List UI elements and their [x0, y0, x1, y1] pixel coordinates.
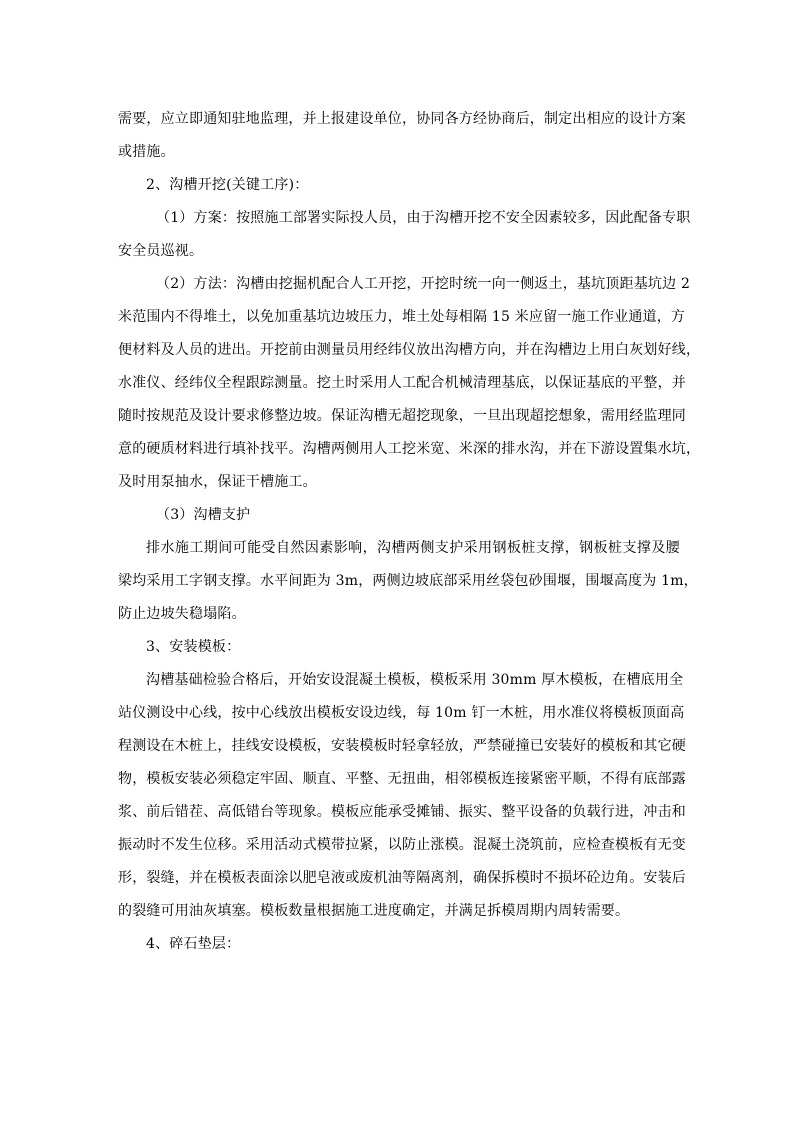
section-heading-2 — [118, 169, 680, 202]
text-line: 排水施工期间可能受自然因素影响，沟槽两侧支护采用钢板桩支撑，钢板桩支撑及腰 — [146, 540, 680, 556]
heading-text: 2、沟槽开挖(关键工序)： — [146, 177, 309, 193]
text-line: 物，模板安装必须稳定牢固、顺直、平整、无扭曲，相邻模板连接紧密平顺，不得有底部露 — [118, 771, 686, 787]
paragraph-support — [118, 532, 698, 631]
text-line: 需要，应立即通知驻地监理，并上报建设单位，协同各方经协商后，制定出相应的设计方案 — [118, 111, 686, 127]
text-line: 振动时不发生位移。采用活动式模带拉紧，以防止涨模。混凝土浇筑前，应检查模板有无变 — [118, 837, 686, 853]
text-line: 或措施。 — [118, 144, 175, 160]
text-line: 防止边坡失稳塌陷。 — [118, 606, 246, 622]
text-line: 梁均采用工字钢支撑。水平间距为 3m，两侧边坡底部采用丝袋包砂围堰，围堰高度为 1m， — [118, 573, 698, 589]
text-line: 形，裂缝，并在模板表面涂以肥皂液或废机油等隔离剂，确保拆模时不损坏砼边角。安装后 — [118, 870, 686, 886]
text-line: 站仪测设中心线，按中心线放出模板安设边线，每 10m 钉一木桩，用水准仪将模板顶面高 — [118, 705, 685, 721]
paragraph-plan — [118, 202, 691, 268]
section-heading-4 — [118, 928, 680, 961]
text-line: 意的硬质材料进行填补找平。沟槽两侧用人工挖米宽、米深的排水沟，并在下游设置集水坑， — [118, 441, 701, 457]
heading-text: 3、安装模板： — [146, 639, 241, 655]
text-line: 随时按规范及设计要求修整边坡。保证沟槽无超挖现象，一旦出现超挖想象，需用经监理同 — [118, 408, 686, 424]
text-line: 水准仪、经纬仪全程跟踪测量。挖土时采用人工配合机械清理基底，以保证基底的平整，并 — [118, 375, 686, 391]
heading-text: 4、碎石垫层： — [146, 936, 241, 952]
heading-text: （3）沟槽支护 — [156, 507, 251, 523]
text-line: （1）方案：按照施工部署实际投人员，由于沟槽开挖不安全因素较多，因此配备专职 — [156, 210, 691, 226]
paragraph-formwork — [118, 664, 686, 928]
subheading-support — [118, 499, 680, 532]
text-line: 沟槽基础检验合格后，开始安设混凝土模板，模板采用 30mm 厚木模板，在槽底用全 — [146, 672, 684, 688]
text-line: 便材料及人员的进出。开挖前由测量员用经纬仪放出沟槽方向，并在沟槽边上用白灰划好线， — [118, 342, 701, 358]
text-line: 浆、前后错茬、高低错台等现象。模板应能承受摊铺、振实、整平设备的负载行进，冲击和 — [118, 804, 686, 820]
paragraph-method — [118, 268, 701, 499]
section-heading-3 — [118, 631, 680, 664]
text-line: 米范围内不得堆土，以免加重基坑边坡压力，堆土处每相隔 15 米应留一施工作业通道，方 — [118, 309, 686, 325]
text-line: 及时用泵抽水，保证干槽施工。 — [118, 474, 317, 490]
text-line: 的裂缝可用油灰填塞。模板数量根据施工进度确定，并满足拆模周期内周转需要。 — [118, 903, 630, 919]
text-line: （2）方法：沟槽由挖掘机配合人工开挖，开挖时统一向一侧返土，基坑顶距基坑边 2 — [156, 276, 691, 292]
paragraph-continuation — [118, 103, 686, 169]
text-line: 安全员巡视。 — [118, 243, 204, 259]
text-line: 程测设在木桩上，挂线安设模板，安装模板时轻拿轻放，严禁碰撞已安装好的模板和其它硬 — [118, 738, 686, 754]
